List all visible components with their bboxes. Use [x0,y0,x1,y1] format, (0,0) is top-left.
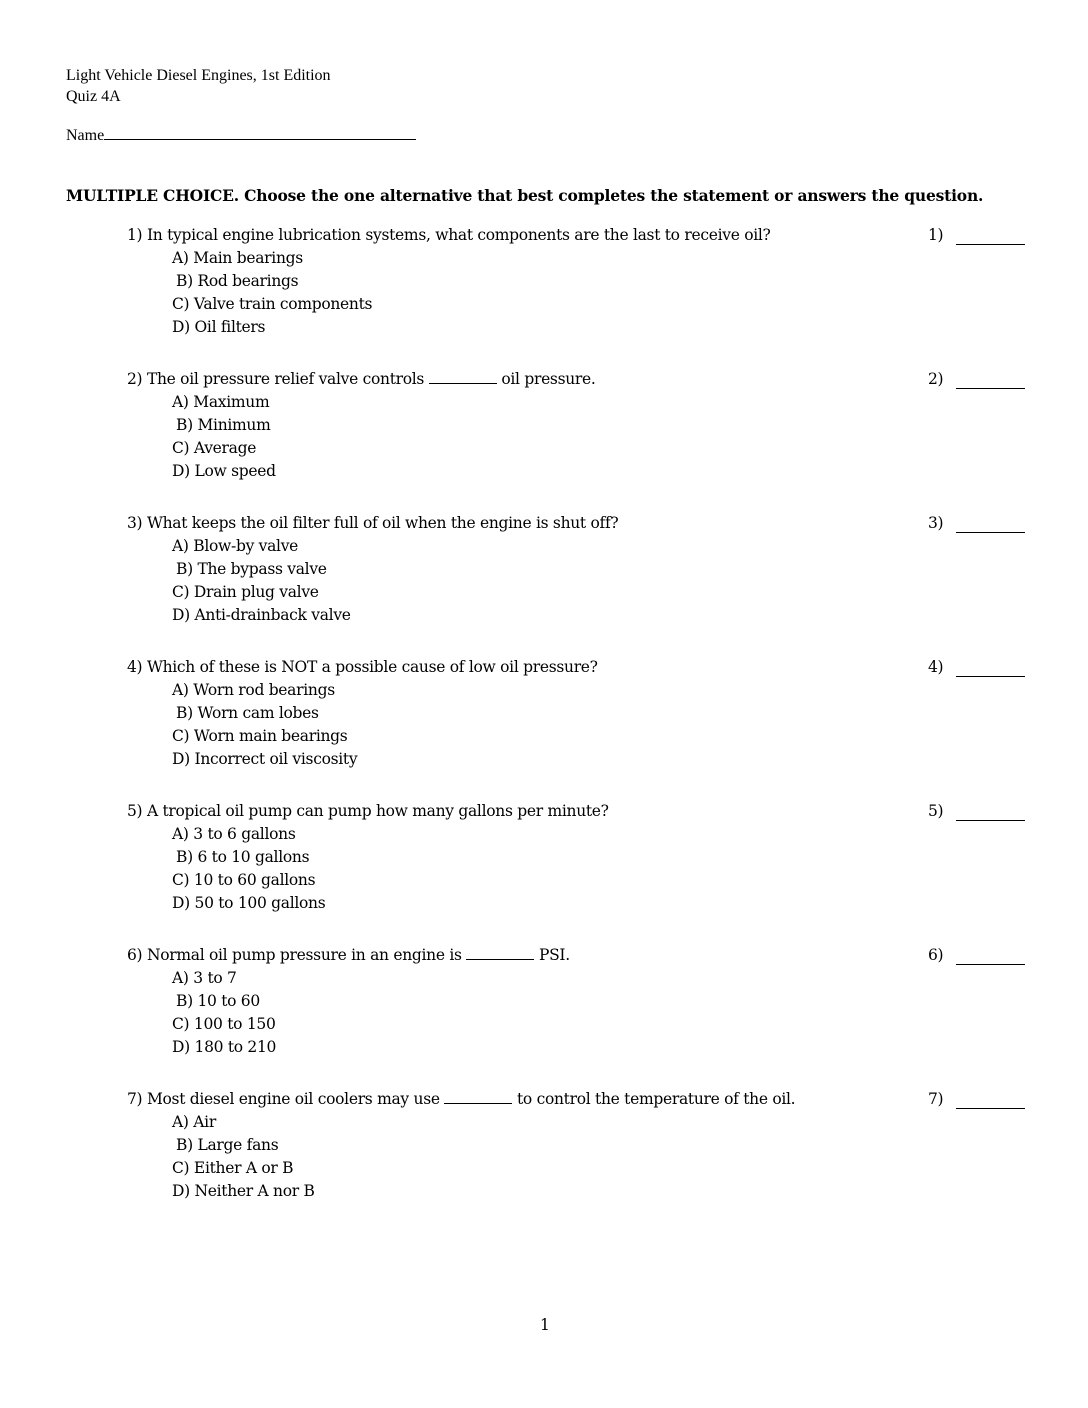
answer-blank[interactable] [956,388,1025,389]
option-c: C) 10 to 60 gallons [172,871,316,889]
answer-number: 4) [928,658,944,676]
question-number: 3) [127,514,143,532]
quiz-title: Quiz 4A [66,88,121,105]
stem-text: Most diesel engine oil coolers may use [146,1090,440,1108]
fill-blank [466,947,534,960]
option-a: A) Air [172,1113,216,1131]
name-field[interactable] [66,125,416,145]
option-b: B) Rod bearings [176,272,299,290]
question-stem [127,946,570,964]
question-3 [127,514,1027,654]
option-b: B) Worn cam lobes [176,704,319,722]
stem-text: Which of these is NOT a possible cause of low oil pressure? [146,658,598,676]
fill-blank [444,1091,512,1104]
question-1 [127,226,1027,366]
option-a: A) Maximum [172,393,270,411]
question-7 [127,1090,1027,1230]
question-number: 2) [127,370,143,388]
option-a: A) Main bearings [172,249,303,267]
question-6 [127,946,1027,1086]
option-b: B) Minimum [176,416,271,434]
stem-text: What keeps the oil filter full of oil when the engine is shut off? [146,514,619,532]
question-number: 6) [127,946,143,964]
question-5 [127,802,1027,942]
stem-text: oil pressure. [501,370,596,388]
answer-number: 3) [928,514,944,532]
answer-number: 6) [928,946,944,964]
option-a: A) 3 to 6 gallons [172,825,296,843]
option-a: A) 3 to 7 [172,969,237,987]
stem-text: Normal oil pump pressure in an engine is [146,946,462,964]
question-stem [127,802,609,820]
option-c: C) Drain plug valve [172,583,319,601]
stem-text: A tropical oil pump can pump how many gallons per minute? [146,802,609,820]
question-4 [127,658,1027,798]
question-2 [127,370,1027,510]
stem-text: The oil pressure relief valve controls [146,370,425,388]
stem-text: In typical engine lubrication systems, what components are the last to receive oil? [146,226,771,244]
stem-text: PSI. [538,946,570,964]
question-number: 1) [127,226,143,244]
option-a: A) Blow-by valve [172,537,299,555]
option-a: A) Worn rod bearings [172,681,335,699]
option-c: C) Valve train components [172,295,373,313]
name-label: Name [66,127,105,144]
fill-blank [429,371,497,384]
option-d: D) Incorrect oil viscosity [172,750,358,768]
answer-blank[interactable] [956,964,1025,965]
answer-number: 5) [928,802,944,820]
name-line[interactable] [104,125,416,140]
question-number: 7) [127,1090,143,1108]
answer-blank[interactable] [956,1108,1025,1109]
option-d: D) 50 to 100 gallons [172,894,326,912]
answer-blank[interactable] [956,676,1025,677]
option-d: D) Oil filters [172,318,266,336]
option-d: D) Anti-drainback valve [172,606,351,624]
option-b: B) Large fans [176,1136,279,1154]
question-stem [127,226,771,244]
option-d: D) 180 to 210 [172,1038,277,1056]
option-c: C) 100 to 150 [172,1015,276,1033]
option-c: C) Average [172,439,257,457]
question-stem [127,658,598,676]
question-stem [127,514,618,532]
question-stem [127,370,596,388]
stem-text: to control the temperature of the oil. [517,1090,796,1108]
option-d: D) Low speed [172,462,276,480]
option-b: B) 6 to 10 gallons [176,848,310,866]
option-b: B) 10 to 60 [176,992,260,1010]
question-stem [127,1090,795,1108]
answer-number: 1) [928,226,944,244]
answer-blank[interactable] [956,820,1025,821]
question-number: 4) [127,658,143,676]
option-b: B) The bypass valve [176,560,327,578]
answer-blank[interactable] [956,244,1025,245]
answer-number: 2) [928,370,944,388]
option-c: C) Worn main bearings [172,727,348,745]
page-number: 1 [540,1316,550,1334]
section-instructions: MULTIPLE CHOICE. Choose the one alternative that best completes the statement or answers the question. [66,186,984,205]
question-number: 5) [127,802,143,820]
answer-number: 7) [928,1090,944,1108]
option-c: C) Either A or B [172,1159,294,1177]
course-title: Light Vehicle Diesel Engines, 1st Edition [66,67,331,84]
option-d: D) Neither A nor B [172,1182,315,1200]
answer-blank[interactable] [956,532,1025,533]
